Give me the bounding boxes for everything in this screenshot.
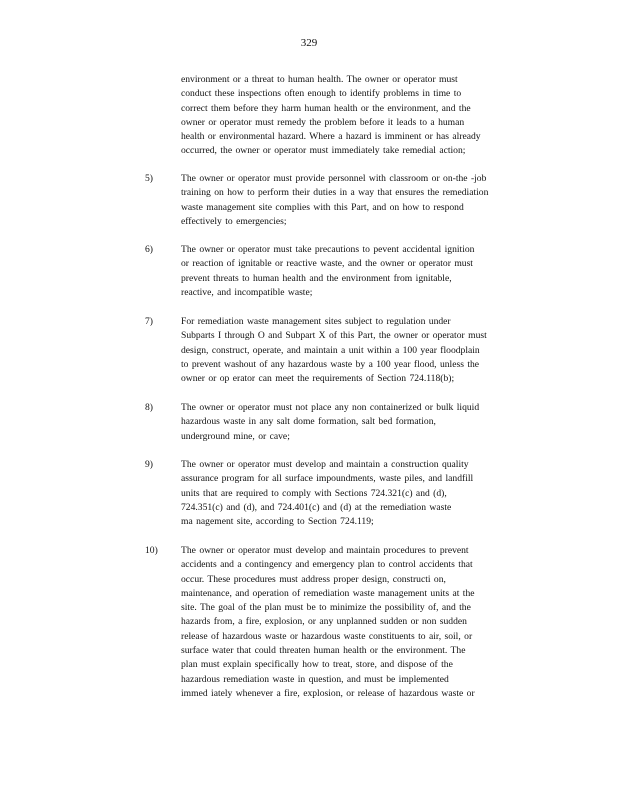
text-line: reactive, and incompatible waste;	[181, 286, 313, 298]
text-line: design, construct, operate, and maintain a unit within a 100 year floodplain	[181, 344, 480, 356]
list-item	[181, 458, 541, 529]
text-line: immed iately whenever a fire, explosion, or release of hazardous waste or	[181, 687, 475, 699]
text-line: occurred, the owner or operator must immediately take remedial action;	[181, 145, 466, 157]
item-number: 7)	[145, 316, 153, 327]
text-line: release of hazardous waste or hazardous waste constituents to air, soil, or	[181, 630, 473, 642]
text-line: site. The goal of the plan must be to minimize the possibility of, and the	[181, 602, 471, 614]
text-line: conduct these inspections often enough to identify problems in time to	[181, 88, 462, 100]
item-number: 6)	[145, 244, 153, 255]
text-line: The owner or operator must develop and maintain procedures to prevent	[181, 545, 469, 556]
text-line: training on how to perform their duties in a way that ensures the remediation	[181, 187, 489, 199]
continuation-paragraph	[181, 73, 541, 159]
item-number: 5)	[145, 173, 153, 184]
item-number: 8)	[145, 402, 153, 413]
text-line: owner or op erator can meet the requirements of Section 724.118(b);	[181, 373, 455, 385]
item-number: 9)	[145, 459, 153, 470]
text-line: For remediation waste management sites subject to regulation under	[181, 316, 451, 327]
text-line: health or environmental hazard. Where a hazard is imminent or has already	[181, 131, 481, 143]
text-line: units that are required to comply with Sections 724.321(c) and (d),	[181, 487, 447, 499]
list-item	[181, 172, 541, 229]
text-line: Subparts I through O and Subpart X of this Part, the owner or operator must	[181, 330, 487, 342]
page-number: 329	[300, 37, 318, 49]
text-line: hazardous waste in any salt dome formation, salt bed formation,	[181, 416, 436, 428]
text-line: The owner or operator must develop and maintain a construction quality	[181, 459, 469, 470]
text-line: The owner or operator must provide personnel with classroom or on-the -job	[181, 173, 487, 184]
text-line: The owner or operator must not place any non containerized or bulk liquid	[181, 402, 480, 413]
text-line: to prevent washout of any hazardous waste by a 100 year flood, unless the	[181, 358, 480, 370]
text-line: effectively to emergencies;	[181, 215, 287, 227]
list-item	[181, 315, 541, 386]
item-number: 10)	[145, 545, 158, 556]
text-line: owner or operator must remedy the problem before it leads to a human	[181, 116, 465, 128]
list-item	[181, 544, 541, 701]
text-line: prevent threats to human health and the environment from ignitable,	[181, 272, 452, 284]
text-line: correct them before they harm human health or the environment, and the	[181, 102, 471, 114]
text-line: assurance program for all surface impoundments, waste piles, and landfill	[181, 473, 474, 485]
text-line: hazards from, a fire, explosion, or any unplanned sudden or non sudden	[181, 616, 467, 628]
text-line: plan must explain specifically how to treat, store, and dispose of the	[181, 659, 453, 671]
text-line: The owner or operator must take precautions to pevent accidental ignition	[181, 244, 475, 255]
text-line: occur. These procedures must address proper design, constructi on,	[181, 573, 446, 585]
list-item	[181, 243, 541, 300]
text-line: 724.351(c) and (d), and 724.401(c) and (d) at the remediation waste	[181, 501, 452, 513]
text-line: surface water that could threaten human health or the environment. The	[181, 645, 466, 657]
text-line: ma nagement site, according to Section 724.119;	[181, 516, 374, 528]
text-line: accidents and a contingency and emergency plan to control accidents that	[181, 559, 473, 571]
text-line: hazardous remediation waste in question, and must be implemented	[181, 673, 449, 685]
text-line: underground mine, or cave;	[181, 430, 290, 442]
text-line: maintenance, and operation of remediation waste management units at the	[181, 587, 475, 599]
list-item	[181, 401, 541, 444]
text-line: environment or a threat to human health. The owner or operator must	[181, 74, 458, 85]
text-line: waste management site complies with this Part, and on how to respond	[181, 201, 464, 213]
text-line: or reaction of ignitable or reactive waste, and the owner or operator must	[181, 258, 473, 270]
